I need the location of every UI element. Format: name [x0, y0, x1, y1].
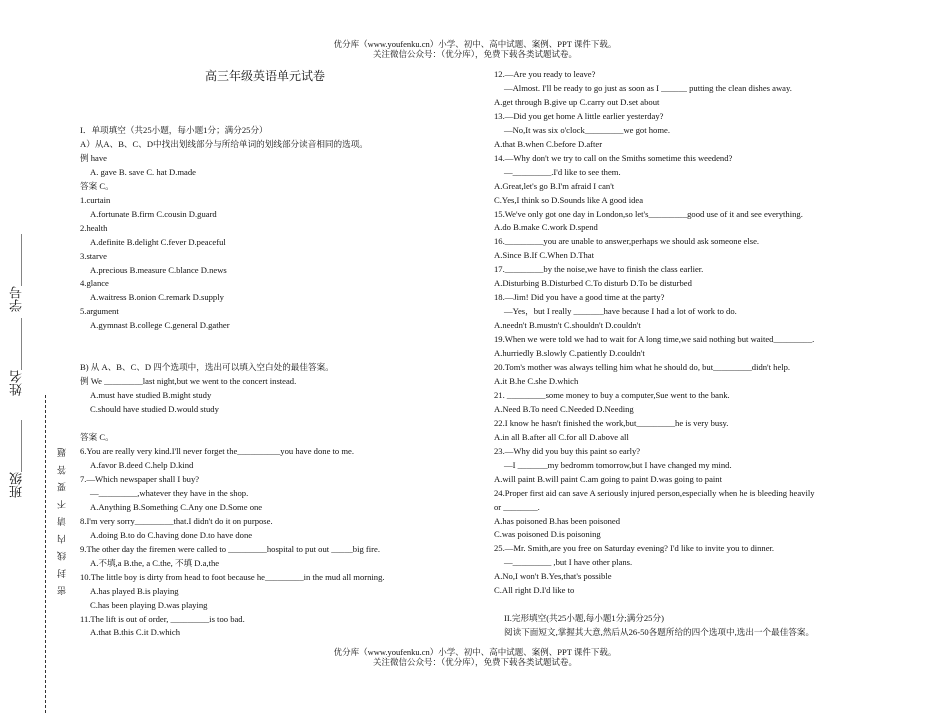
text-line: —Yes，but I really _______have because I had a lot of work to do. — [504, 306, 737, 317]
text-line: 1.curtain — [80, 194, 111, 205]
text-line: A.Since B.If C.When D.That — [494, 250, 594, 261]
text-line: 6.You are really very kind.I'll never forget the__________you have done to me. — [80, 446, 355, 457]
text-line: A.do B.make C.work D.spend — [494, 222, 598, 233]
text-line: C.has been playing D.was playing — [90, 599, 208, 610]
text-line: 18.—Jim! Did you have a good time at the party? — [494, 292, 665, 303]
text-line: 20.Tom's mother was always telling him what he should do, but_________didn't help. — [494, 362, 791, 373]
text-line: A.Need B.To need C.Needed D.Needing — [494, 403, 634, 414]
spacer — [80, 333, 480, 361]
text-line: 5.argument — [80, 306, 119, 317]
text-line: 4.glance — [80, 278, 109, 289]
text-line: 16._________you are unable to answer,perhaps we should ask someone else. — [494, 236, 760, 247]
text-line: A.fortunate B.firm C.cousin D.guard — [90, 208, 217, 219]
text-line: A.Great,let's go B.I'm afraid I can't — [494, 180, 615, 191]
text-line: A.has poisoned B.has been poisoned — [494, 515, 621, 526]
text-line: 10.The little boy is dirty from head to foot because he_________in the mud all morning. — [80, 571, 385, 582]
text-line: 例 We _________last night,but we went to the concert instead. — [80, 376, 297, 387]
text-line: A.needn't B.mustn't C.shouldn't D.couldn't — [494, 320, 641, 331]
text-line: 9.The other day the firemen were called to _________hospital to put out _____big fire. — [80, 543, 380, 554]
text-line: —No,It was six o'clock_________we got home. — [504, 124, 671, 135]
side-label-number: 学号＿＿＿＿ — [9, 234, 24, 312]
text-line: 23.—Why did you buy this paint so early? — [494, 445, 641, 456]
text-line: 答案 C。 — [80, 180, 114, 191]
side-label-class: 班级＿＿＿＿ — [9, 420, 24, 498]
text-line: 24.Proper first aid can save A seriously injured person,especially when he is bleeding heavily — [494, 487, 815, 498]
text-line: 21. _________some money to buy a computer,Sue went to the bank. — [494, 389, 730, 400]
text-line: A. gave B. save C. hat D.made — [90, 166, 196, 177]
text-line: 2.health — [80, 222, 108, 233]
text-line: A.will paint B.will paint C.am going to paint D.was going to paint — [494, 473, 722, 484]
text-line: C.should have studied D.would study — [90, 404, 219, 415]
text-line: A.that B.this C.it D.which — [90, 627, 180, 638]
text-line: A.that B.when C.before D.after — [494, 138, 603, 149]
text-line: A.Disturbing B.Disturbed C.To disturb D.To be disturbed — [494, 278, 692, 289]
text-line: —Almost. I'll be ready to go just as soon as I ______ putting the clean dishes away. — [504, 82, 792, 93]
page-title: 高三年级英语单元试卷 — [205, 69, 326, 83]
spacer — [494, 598, 914, 612]
text-line: A.doing B.to do C.having done D.to have done — [90, 529, 253, 540]
text-line: —_________.I'd like to see them. — [504, 166, 621, 177]
text-line: A.in all B.after all C.for all D.above all — [494, 431, 629, 442]
text-line: A.hurriedly B.slowly C.patiently D.couldn't — [494, 348, 645, 359]
page-footer — [0, 647, 950, 667]
text-line: A.has played B.is playing — [90, 585, 179, 596]
header-line: 关注微信公众号：（优分库），免费下载各类试题试卷。 — [372, 49, 577, 59]
text-line: 3.starve — [80, 250, 107, 261]
text-line: B) 从 A、B、C、D 四个选项中，选出可以填入空白处的最佳答案。 — [80, 362, 334, 373]
text-line: 8.I'm very sorry_________that.I didn't do it on purpose. — [80, 515, 273, 526]
header-line: 优分库（www.youfenku.cn）小学、初中、高中试题、案例、PPT 课件下载。 — [333, 39, 617, 49]
spacer — [80, 417, 480, 431]
text-line: 15.We've only got one day in London,so let's_________good use of it and see everything. — [494, 208, 803, 219]
text-line: A.favor B.deed C.help D.kind — [90, 460, 194, 471]
text-line: 13.—Did you get home A little earlier yesterday? — [494, 110, 664, 121]
text-line: 14.—Why don't we try to call on the Smiths sometime this weedend? — [494, 152, 733, 163]
text-line: 12.—Are you ready to leave? — [494, 69, 596, 79]
text-line: A.definite B.delight C.fever D.peaceful — [90, 236, 226, 247]
text-line: 7.—Which newspaper shall I buy? — [80, 473, 200, 484]
text-line: 11.The lift is out of order, _________is too bad. — [80, 613, 245, 624]
text-line: A.gymnast B.college C.general D.gather — [90, 320, 230, 331]
text-line: —I _______my bedromm tomorrow,but I have changed my mind. — [504, 459, 732, 470]
text-line: 17._________by the noise,we have to finish the class earlier. — [494, 264, 704, 275]
text-line: 19.When we were told we had to wait for A long time,we said nothing but waited_________. — [494, 334, 815, 345]
text-line: 25.—Mr. Smith,are you free on Saturday evening? I'd like to invite you to dinner. — [494, 543, 775, 554]
text-line: A.it B.he C.she D.which — [494, 375, 579, 386]
footer-line: 关注微信公众号：（优分库），免费下载各类试题试卷。 — [372, 657, 577, 667]
text-line: 答案 C。 — [80, 432, 114, 443]
page-header — [0, 39, 950, 59]
text-line: or ________. — [494, 501, 540, 512]
text-line: C.was poisoned D.is poisoning — [494, 529, 601, 540]
seal-note: 密 封 线 内 请 不 要 答 题 — [57, 445, 67, 595]
text-line: 阅读下面短文,掌握其大意,然后从26-50各题所给的四个选项中,选出一个最佳答案。 — [504, 627, 815, 638]
text-line: A.waitress B.onion C.remark D.supply — [90, 292, 224, 303]
text-line: A）从A、B、C、D中找出划线部分与所给单词的划线部分读音相同的选项。 — [80, 138, 368, 149]
text-line: C.All right D.I'd like to — [494, 585, 575, 596]
text-line: A.不填,a B.the, a C.the, 不填 D.a,the — [90, 557, 220, 568]
text-line: A.Anything B.Something C.Any one D.Some one — [90, 501, 263, 512]
text-line: —_________ ,but I have other plans. — [504, 557, 633, 568]
text-line: C.Yes,I think so D.Sounds like A good idea — [494, 194, 644, 205]
text-line: I．单项填空（共25小题，每小题1分；满分25分） — [80, 125, 268, 135]
right-column — [494, 68, 914, 640]
footer-line: 优分库（www.youfenku.cn）小学、初中、高中试题、案例、PPT 课件下载。 — [333, 647, 617, 657]
text-line: A.get through B.give up C.carry out D.set about — [494, 96, 660, 107]
text-line: A.No,I won't B.Yes,that's possible — [494, 571, 612, 582]
text-line: A.precious B.measure C.blance D.news — [90, 264, 227, 275]
left-column — [80, 124, 480, 640]
side-label-name: 姓名＿＿＿＿ — [9, 318, 24, 396]
text-line: 22.I know he hasn't finished the work,but_________he is very busy. — [494, 417, 729, 428]
text-line: II.完形填空(共25小题,每小题1分;满分25分) — [504, 613, 664, 624]
text-line: —_________,whatever they have in the shop. — [90, 487, 249, 498]
text-line: A.must have studied B.might study — [90, 390, 212, 401]
text-line: 例 have — [80, 152, 107, 163]
